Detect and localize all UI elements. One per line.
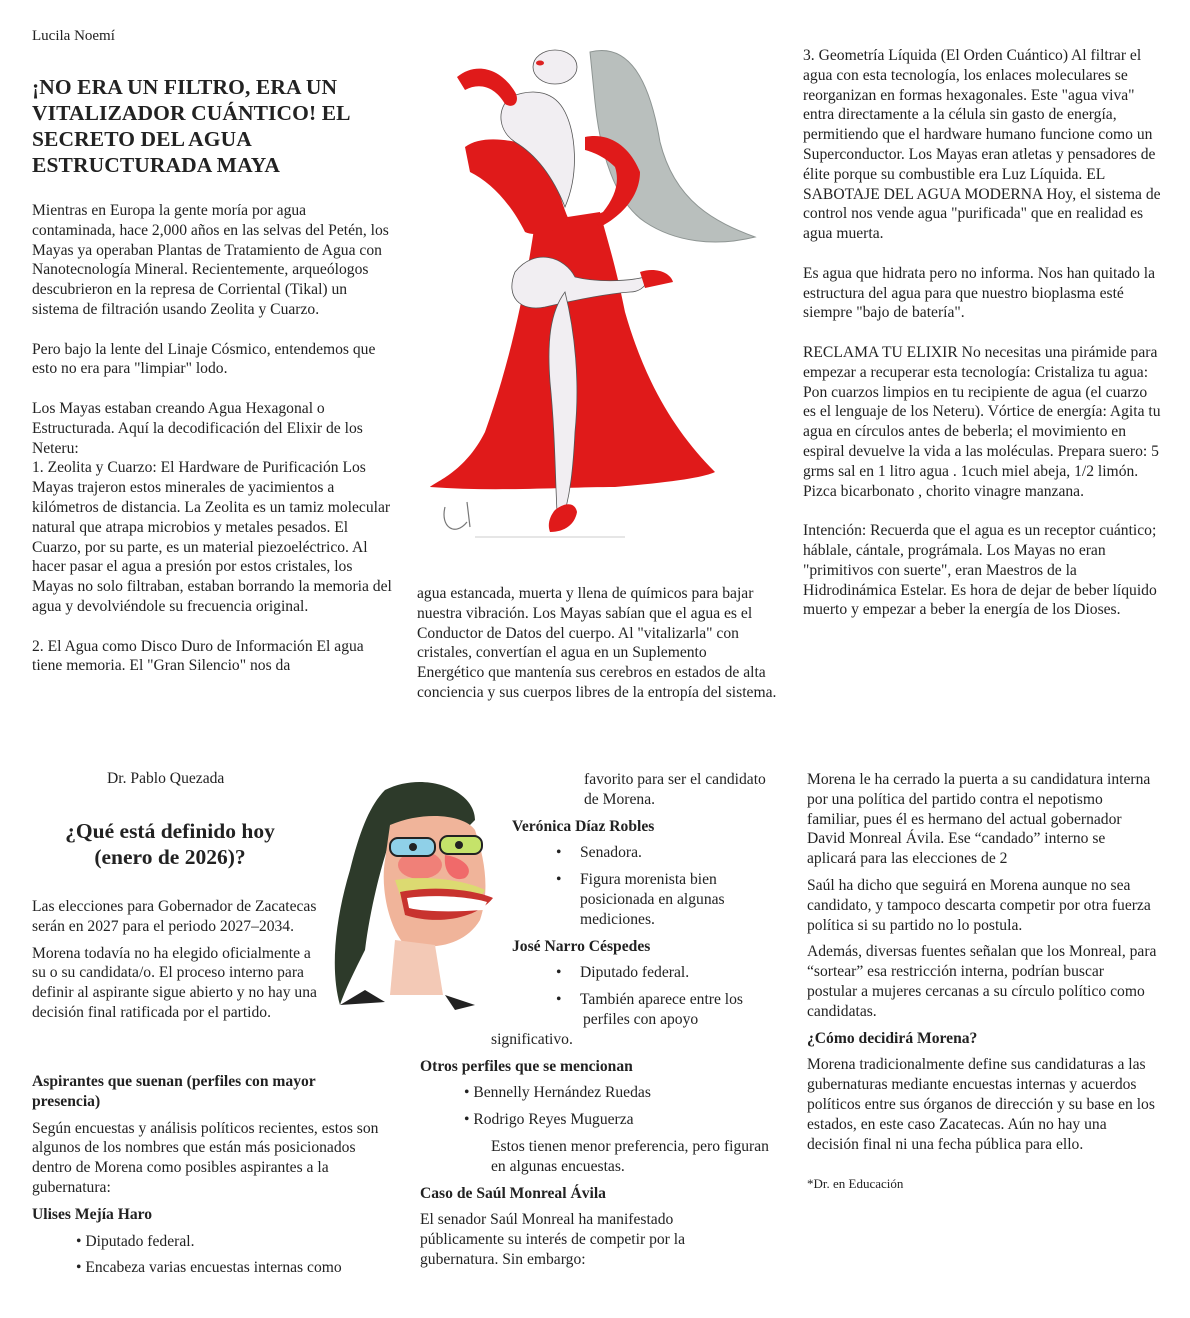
- paragraph: agua estancada, muerta y llena de químicos para bajar nuestra vibración. Los Mayas sabían que el agua es el Conductor de Datos del cuerpo. Al "vitalizarla" con cristales, convertían el agua en un Suplemento Energético que mantenía sus cerebros en estados de alta conciencia y sus cuerpos libres de la entropía del sistema.: [417, 585, 777, 701]
- paragraph: Además, diversas fuentes señalan que los Monreal, para “sortear” esa restricción interna, podrían buscar postular a mujeres cercanas a su círculo político como candidatas.: [807, 943, 1157, 1020]
- bullet-icon: •: [556, 964, 562, 982]
- paragraph: Los Mayas estaban creando Agua Hexagonal o Estructurada. Aquí la decodificación del Elixir de los Neteru:: [32, 399, 363, 457]
- bullet-item: [32, 1258, 384, 1278]
- article2-column-3: [807, 770, 1157, 1205]
- bullet-icon: •: [76, 1232, 86, 1250]
- paragraph: Morena tradicionalmente define sus candidaturas a las gubernaturas mediante encuestas internas y acuerdos políticos entre sus órganos de dirección y su base en los estados, en este caso Zacatecas. Aún no hay una decisión final ni una fecha pública para ello.: [807, 1056, 1155, 1153]
- bullet-icon: •: [464, 1084, 474, 1102]
- paragraph: 3. Geometría Líquida (El Orden Cuántico) Al filtrar el agua con esta tecnología, los enlaces moleculares se reorganizan en formas hexagonales. Este "agua viva" entra directamente a la célula sin gasto de energía, permitiendo que el hardware humano funcione como un Superconductor. Los Mayas eran atletas y pensadores de élite porque su combustible era Luz Líquida. EL SABOTAJE DEL AGUA MODERNA Hoy, el sistema de control nos vende agua "purificada" que en realidad es agua muerta.: [803, 47, 1161, 243]
- paragraph: Mientras en Europa la gente moría por agua contaminada, hace 2,000 años en las selvas del Petén, los Mayas ya operaban Plantas de Tratamiento de Agua con Nanotecnología Mineral. Recientemente, arqueólogos descubrieron en la represa de Corriental (Tikal) un sistema de filtración usando Zeolita y Cuarzo.: [32, 202, 389, 318]
- article1-column-3: [803, 46, 1163, 620]
- bullet-text-line: perfiles con apoyo: [583, 1010, 699, 1028]
- paragraph: Según encuestas y análisis políticos recientes, estos son algunos de los nombres que están más posicionados dentro de Morena como posibles aspirantes a la gubernatura:: [32, 1119, 379, 1196]
- candidate-name: José Narro Céspedes: [512, 937, 651, 955]
- signature: [444, 502, 470, 529]
- bullet-item: [420, 870, 780, 929]
- article2-title: ¿Qué está definido hoy (enero de 2026)?: [65, 819, 275, 869]
- paragraph-note: Estos tienen menor preferencia, pero figuran en algunas encuestas.: [491, 1137, 769, 1175]
- bullet-item: [420, 843, 780, 863]
- bullet-text: Rodrigo Reyes Muguerza: [473, 1111, 634, 1129]
- article2-author: Dr. Pablo Quezada: [107, 770, 225, 787]
- woman-red-dress-image: [415, 32, 785, 552]
- bullet-icon: •: [464, 1111, 474, 1129]
- subheading-aspirantes: Aspirantes que suenan (perfiles con mayor presencia): [32, 1073, 316, 1110]
- article1-column-1: [32, 201, 392, 676]
- bullet-item: [32, 1232, 384, 1252]
- paragraph: 2. El Agua como Disco Duro de Información El agua tiene memoria. El "Gran Silencio" nos da: [32, 637, 364, 675]
- bullet-icon: •: [556, 991, 562, 1009]
- bullet-text: También aparece entre los: [580, 991, 743, 1009]
- bullet-item: [420, 1083, 780, 1103]
- bullet-icon: •: [76, 1259, 86, 1277]
- subheading-otros: Otros perfiles que se mencionan: [420, 1057, 633, 1075]
- bullet-icon: •: [556, 844, 562, 862]
- shoe-raised: [640, 270, 673, 288]
- paragraph: Las elecciones para Gobernador de Zacatecas serán en 2027 para el periodo 2027–2034.: [32, 898, 317, 935]
- illustration-woman-red-dress: [415, 32, 785, 552]
- bullet-text: Encabeza varias encuestas internas como: [85, 1259, 342, 1277]
- bullet-text: Diputado federal.: [85, 1232, 195, 1250]
- paragraph: Es agua que hidrata pero no informa. Nos han quitado la estructura del agua para que nuestro bioplasma esté siempre "bajo de batería".: [803, 264, 1156, 322]
- bullet-text: Senadora.: [580, 844, 642, 862]
- article2-column-2: [420, 770, 780, 1270]
- bullet-text: Figura morenista bien posicionada en algunas mediciones.: [580, 871, 725, 928]
- bullet-text: Bennelly Hernández Ruedas: [473, 1084, 651, 1102]
- bullet-text-line: significativo.: [491, 1030, 573, 1048]
- article1-column-2: [417, 584, 777, 703]
- paragraph: Saúl ha dicho que seguirá en Morena aunque no sea candidato, y tampoco descarta competir por otra fuerza política si su partido no lo postula.: [807, 876, 1151, 934]
- paragraph: RECLAMA TU ELIXIR No necesitas una pirámide para empezar a recuperar esta tecnología: Cristaliza tu agua: Pon cuarzos limpios en tu recipiente de agua (el cuarzo es el lenguaje de los Neteru). Vórtice de energía: Agita tu agua en círculos antes de beberla; el movimiento en espiral devuelve la vida a las moléculas. Prepara suero: 5 grms sal en 1 litro agua . 1cuch miel abeja, 1/2 limón. Pizca bicarbonato , chorito vinagre manzana.: [803, 343, 1161, 500]
- bullet-item: [420, 1110, 780, 1130]
- bullet-text: Diputado federal.: [580, 964, 690, 982]
- candidate-name: Ulises Mejía Haro: [32, 1205, 153, 1223]
- article1-title: ¡NO ERA UN FILTRO, ERA UN VITALIZADOR CUÁNTICO! EL SECRETO DEL AGUA ESTRUCTURADA MAYA: [32, 75, 350, 177]
- candidate-name: Verónica Díaz Robles: [512, 817, 655, 835]
- head: [533, 50, 577, 84]
- paragraph: Morena le ha cerrado la puerta a su candidatura interna por una política del partido contra el nepotismo familiar, pues él es hermano del actual gobernador David Monreal Ávila. Ese “candado” interno se aplicará para las elecciones de 2: [807, 771, 1151, 868]
- paragraph: 1. Zeolita y Cuarzo: El Hardware de Purificación Los Mayas trajeron estos minerales de yacimientos a kilómetros de distancia. La Zeolita es un tamiz molecular natural que atrapa microbios y metales pesados. El Cuarzo, por su parte, es un material piezoeléctrico. Al hacer pasar el agua a presión por estos cristales, los Mayas no solo filtraban, estaban borrando la memoria del agua y devolviéndole su frecuencia original.: [32, 459, 392, 615]
- bullet-item: [420, 963, 780, 983]
- paragraph: Pero bajo la lente del Linaje Cósmico, entendemos que esto no era para "limpiar" lodo.: [32, 340, 376, 378]
- subheading-caso: Caso de Saúl Monreal Ávila: [420, 1184, 606, 1202]
- bullet-continuation: favorito para ser el candidato de Morena.: [584, 771, 766, 808]
- article2-column-1-top: [32, 897, 322, 1023]
- paragraph: Morena todavía no ha elegido oficialmente a su o su candidata/o. El proceso interno para definir al aspirante sigue abierto y no hay una decisión final ratificada por el partido.: [32, 944, 317, 1021]
- article1-author: Lucila Noemí: [32, 28, 115, 44]
- glove-left: [457, 69, 517, 106]
- bullet-item: [420, 990, 780, 1010]
- paragraph: Intención: Recuerda que el agua es un receptor cuántico; háblale, cántale, prográmala. Los Mayas no eran "primitivos con suerte", eran Maestros de la Hidrodinámica Estelar. Es hora de dejar de beber líquido muerto y empezar a beber la energía de los Dioses.: [803, 522, 1157, 619]
- subheading-como: ¿Cómo decidirá Morena?: [807, 1029, 978, 1047]
- bullet-icon: •: [556, 871, 562, 889]
- paragraph: El senador Saúl Monreal ha manifestado públicamente su interés de competir por la gubernatura. Sin embargo:: [420, 1211, 686, 1268]
- shoe-standing: [549, 504, 577, 532]
- article2-column-1-bottom: [32, 1072, 384, 1278]
- footnote: *Dr. en Educación: [807, 1176, 904, 1192]
